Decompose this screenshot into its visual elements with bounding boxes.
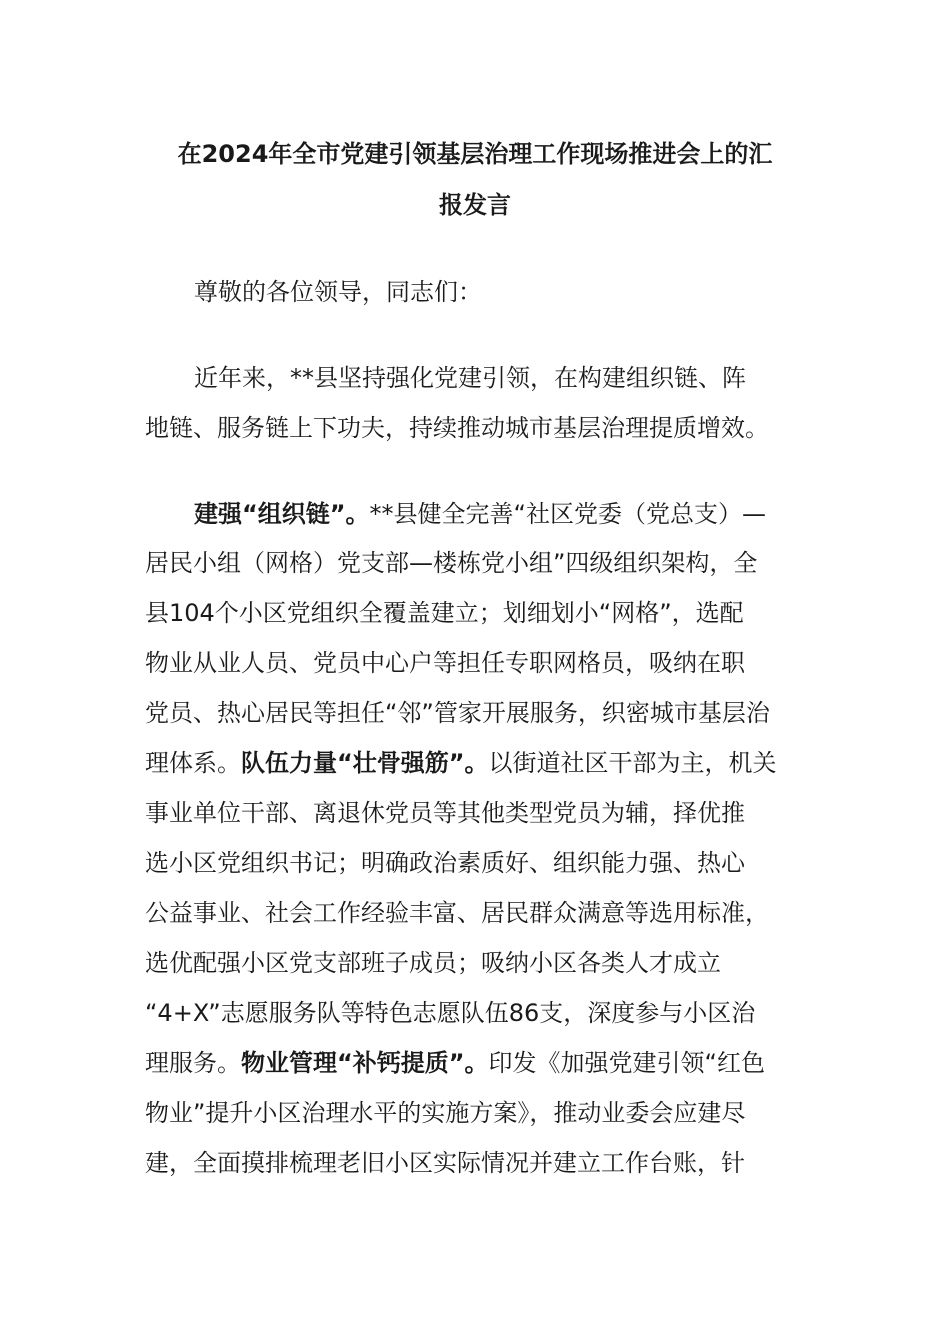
body-line-3: 县104个小区党组织全覆盖建立；划细划小“网格”，选配 [145, 599, 744, 627]
section-heading-property-management: 物业管理“补钙提质”。 [241, 1049, 489, 1077]
body-line-14: 建，全面摸排梳理老旧小区实际情况并建立工作台账，针 [145, 1149, 745, 1177]
document-title-line-2: 报发言 [439, 191, 511, 219]
body-line-10: 选优配强小区党支部班子成员；吸纳小区各类人才成立 [145, 949, 721, 977]
body-line-13: 物业”提升小区治理水平的实施方案》，推动业委会应建尽 [145, 1099, 746, 1127]
salutation: 尊敬的各位领导，同志们： [194, 278, 482, 306]
document-title-line-1: 在2024年全市党建引领基层治理工作现场推进会上的汇 [177, 140, 773, 168]
intro-line-2: 地链、服务链上下功夫，持续推动城市基层治理提质增效。 [145, 414, 769, 442]
body-line-9: 公益事业、社会工作经验丰富、居民群众满意等选用标准， [145, 899, 769, 927]
section-heading-organization-chain: 建强“组织链”。 [194, 500, 370, 528]
body-text: 以街道社区干部为主，机关 [488, 749, 777, 777]
body-line-1 [194, 494, 766, 529]
body-line-12 [145, 1043, 765, 1078]
body-text: 理体系。 [145, 749, 241, 777]
body-text: **县健全完善“社区党委（党总支）— [369, 500, 766, 528]
intro-line-1: 近年来，**县坚持强化党建引领，在构建组织链、阵 [194, 364, 746, 392]
body-text: 印发《加强党建引领“红色 [488, 1049, 765, 1077]
body-line-7: 事业单位干部、离退休党员等其他类型党员为辅，择优推 [145, 799, 745, 827]
body-line-11: “4+X”志愿服务队等特色志愿队伍86支，深度参与小区治 [145, 999, 756, 1027]
body-line-6 [145, 743, 777, 778]
body-line-4: 物业从业人员、党员中心户等担任专职网格员，吸纳在职 [145, 649, 745, 677]
body-line-8: 选小区党组织书记；明确政治素质好、组织能力强、热心 [145, 849, 745, 877]
body-line-5: 党员、热心居民等担任“邻”管家开展服务，织密城市基层治 [145, 699, 770, 727]
section-heading-team-strength: 队伍力量“壮骨强筋”。 [241, 749, 489, 777]
body-text: 理服务。 [145, 1049, 241, 1077]
body-line-2: 居民小组（网格）党支部—楼栋党小组”四级组织架构，全 [145, 549, 758, 577]
